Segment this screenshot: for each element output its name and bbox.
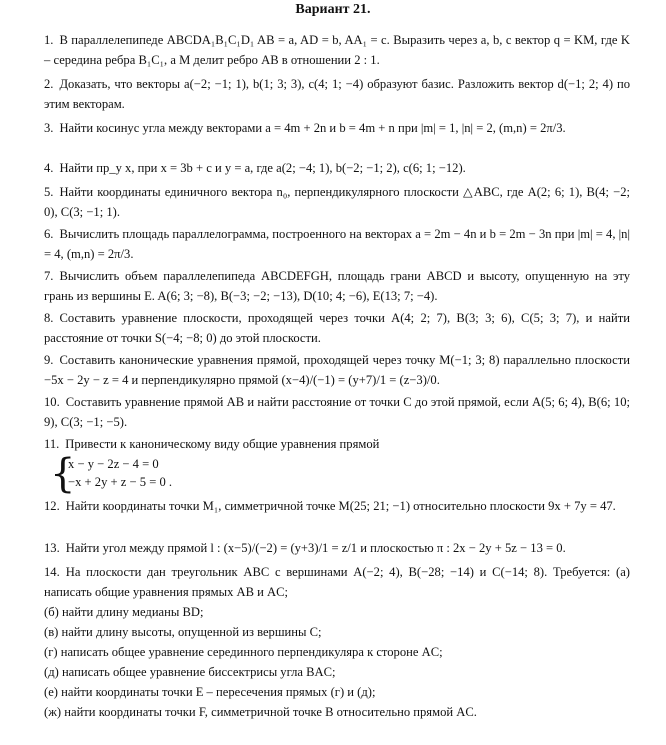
subitem-b: (б) найти длину медианы BD; bbox=[44, 605, 204, 619]
problem-9: 9. Составить канонические уравнения прямой, проходящей через точку M(−1; 3; 8) параллельно плоскости −5x − 2y − z = 4 и перпендикулярно прямой (x−4)/(−1) = (y+7)/1 = (z−3)/0. bbox=[44, 353, 630, 387]
problem-13: 13. Найти угол между прямой l : (x−5)/(−2) = (y+3)/1 = z/1 и плоскостью π : 2x − 2y + 5z − 13 = 0. bbox=[44, 541, 566, 555]
problem-7: 7. Вычислить объем параллелепипеда ABCDEFGH, площадь грани ABCD и высоту, опущенную на эту грань из вершины E. A(6; 3; −8), B(−3; −2; −13), D(10; 4; −6), E(13; 7; −4). bbox=[44, 269, 630, 303]
subitem-zh: (ж) найти координаты точки F, симметричной точке B относительно прямой AC. bbox=[44, 705, 477, 719]
system-equation-1: x − y − 2z − 4 = 0 bbox=[68, 457, 159, 471]
problem-12: 12. Найти координаты точки M₁, симметричной точке M(25; 21; −1) относительно плоскости 9x + 7y = 47. bbox=[44, 499, 616, 513]
problem-2: 2. Доказать, что векторы a(−2; −1; 1), b(1; 3; 3), c(4; 1; −4) образуют базис. Разложить вектор d(−1; 2; 4) по этим векторам. bbox=[44, 77, 630, 111]
problem-11: 11. Привести к каноническому виду общие уравнения прямой bbox=[44, 437, 380, 451]
subitem-g: (г) написать общее уравнение серединного перпендикуляра к стороне AC; bbox=[44, 645, 443, 659]
problem-10: 10. Составить уравнение прямой AB и найти расстояние от точки C до этой прямой, если A(5; 6; 4), B(6; 10; 9), C(3; −1; −5). bbox=[44, 395, 630, 429]
problem-1: 1. В параллелепипеде ABCDA₁B₁C₁D₁ AB = a, AD = b, AA₁ = c. Выразить через a, b, c вектор q = KM, где K – середина ребра B₁C₁, а M делит ребро AB в отношении 2 : 1. bbox=[44, 33, 630, 67]
subitem-d: (д) написать общее уравнение биссектрисы угла BAC; bbox=[44, 665, 336, 679]
subitem-e: (е) найти координаты точки E – пересечения прямых (г) и (д); bbox=[44, 685, 376, 699]
problem-6: 6. Вычислить площадь параллелограмма, построенного на векторах a = 2m − 4n и b = 2m − 3n при |m| = 4, |n| = 4, (m,n) = 2π/3. bbox=[44, 227, 630, 261]
problem-4: 4. Найти пр_y x, при x = 3b + c и y = a, где a(2; −4; 1), b(−2; −1; 2), c(6; 1; −12). bbox=[44, 161, 466, 175]
problem-14: 14. На плоскости дан треугольник ABC с вершинами A(−2; 4), B(−28; −14) и C(−14; 8). Требуется: (а) написать общие уравнения прямых AB и AC; (б) найти длину медианы BD; (в) найти длину высоты, опущенной из вершины C; (г) написать общее уравнение серединного перпендикуляра к стороне AC; (д) написать общее уравнение биссектрисы угла BAC; (е) найти координаты точки E – пересечения прямых (г) и (д); (ж) найти координаты точки F, симметричной точке B относительно прямой AC. bbox=[44, 562, 630, 722]
problem-3: 3. Найти косинус угла между векторами a = 4m + 2n и b = 4m + n при |m| = 1, |n| = 2, (m,n) = 2π/3. bbox=[44, 121, 566, 135]
problem-8: 8. Составить уравнение плоскости, проходящей через точки A(4; 2; 7), B(3; 3; 6), C(5; 3; 7), и найти расстояние от точки S(−4; −8; 0) до этой плоскости. bbox=[44, 311, 630, 345]
variant-title: Вариант 21. bbox=[295, 2, 371, 17]
subitem-v: (в) найти длину высоты, опущенной из вершины C; bbox=[44, 625, 322, 639]
problem-5: 5. Найти координаты единичного вектора n₀, перпендикулярного плоскости △ABC, где A(2; 6; 1), B(4; −2; 0), C(3; −1; 1). bbox=[44, 185, 630, 219]
system-equation-2: −x + 2y + z − 5 = 0 . bbox=[68, 475, 173, 489]
brace-symbol: { bbox=[50, 451, 76, 497]
